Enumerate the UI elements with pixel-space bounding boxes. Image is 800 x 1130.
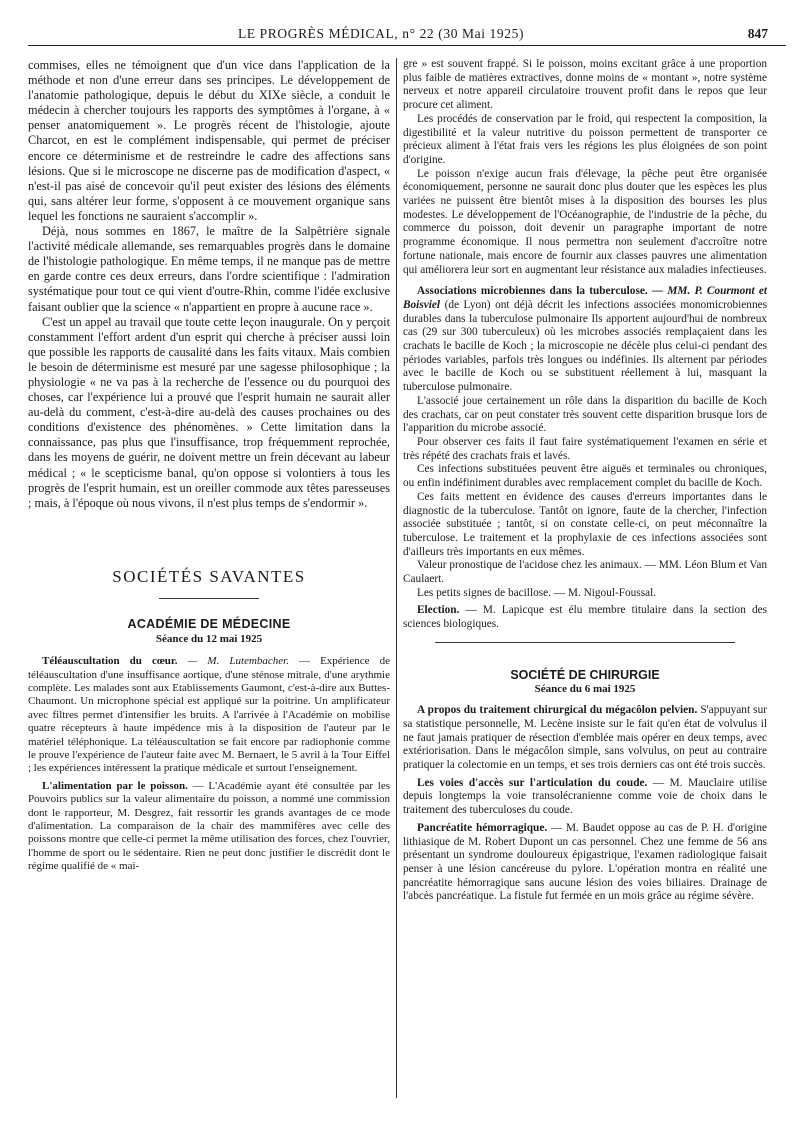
- session-date: Séance du 6 mai 1925: [534, 682, 636, 695]
- communication-item: [403, 604, 767, 631]
- society-heading: SOCIÉTÉ DE CHIRURGIE: [510, 667, 660, 682]
- right-column: [403, 58, 767, 904]
- communication-item: Valeur pronostique de l'acidose chez les animaux. — MM. Léon Blum et Van Caulaert.: [403, 559, 767, 586]
- communication-item: [403, 285, 767, 395]
- body-paragraph: Pour observer ces faits il faut faire systématiquement l'examen en série et très répété des crachats frais et lavés.: [403, 435, 767, 462]
- communication-item: [28, 655, 390, 776]
- body-paragraph: Déjà, nous sommes en 1867, le maître de la Salpêtrière signale l'activité médicale allemande, ses remarquables progrès dans le domaine de l'histologie pathologique. En même temps, il ne manque pas de mettre en garde contre ces deux erreurs, dans l'ordre scientifique : l'admiration systématique pour tout ce qui vient d'outre-Rhin, comme l'idée exclusive faisant oublier que la science « n'appartient en propre à aucune race ».: [28, 224, 390, 314]
- item-author: — MM. P. Courmont et Boisviel: [403, 285, 767, 311]
- page-number: 847: [747, 26, 768, 41]
- column-divider: [396, 58, 397, 1098]
- header-rule: [28, 45, 786, 46]
- communication-item: [403, 822, 767, 904]
- body-paragraph: L'associé joue certainement un rôle dans la disparition du bacille de Koch des crachats, car on peut constater très souvent cette disparition brusque lors de l'apparition du microbe associé.: [403, 394, 767, 435]
- communication-item: [403, 704, 767, 773]
- item-text: — M. Mauclaire utilise depuis longtemps la voie transolécranienne comme voie de choix dans le traitement des tuberculoses du coude.: [403, 776, 767, 817]
- item-title: Election.: [417, 604, 460, 617]
- body-paragraph: Ces faits mettent en évidence des causes d'erreurs importantes dans le diagnostic de la tuberculose. Tantôt on ignore, faute de la chercher, l'infection associée substituée ; tantôt, si on constate celle-ci, on peut méconnaître la tuberculose. Le traitement et la prophylaxie de ces infections associées sont d'ailleurs très importants en eux mêmes.: [403, 490, 767, 558]
- body-paragraph: Le poisson n'exige aucun frais d'élevage, la pêche peut être organisée économiquement, personne ne saurait donc plus douter que les espèces les plus variées ne puissent être bientôt mises à la disposition des bourses les plus modestes. Le développement de l'Océanographie, de l'industrie de la pêche, du commerce du poisson, doit devenir un paragraphe important de notre programme économique. Il nous permettra non seulement d'accroître notre fortune nationale, mais encore de fournir aux classes pauvres une alimentation qui améliorera leur sort en augmentant leur résistance aux maladies infectieuses.: [403, 167, 767, 276]
- item-title: Associations microbiennes dans la tuberculose.: [417, 285, 648, 298]
- item-text: (de Lyon) ont déjà décrit les infections associées monomicrobiennes durables dans la tuberculose pulmonaire Ils apportent aujourd'hui de nombreux cas (29 sur 300 tuberculeux) où les microbes associés remplaçaient dans les crachats le bacille de Koch ; la microscopie ne décèle plus celui-ci pendant des périodes variables, parfois très longues ou indéfinies. Ils alternent par périodes avec le bacille de Koch ou se substituent réellement à lui, masquant la tuberculose pulmonaire.: [403, 298, 767, 394]
- body-paragraph: C'est un appel au travail que toute cette leçon inaugurale. On y perçoit constamment l'effort ardent d'un esprit qui cherche à préciser aussi loin que possible les rapports de causalité dans les faits vitaux. Mais combien le besoin de déterminisme est mesuré par une sagesse philosophique ; la physiologie « ne va pas à la recherche de l'essence ou du pourquoi des choses, car l'expérience lui a prouvé que l'esprit humain ne saurait aller au-delà du comment, c'est-à-dire au-delà des causes prochaines ou des conditions d'existence des phénomènes. » Cette limitation dans la connaissance, pas plus que l'insuffisance, trop fréquemment reprochée, dans les moyens de guérir, ne doivent mettre un frein décevant au labeur médical ; « le scepticisme banal, qu'on oppose si volontiers à tous les progrès de l'esprit humain, est un oreiller commode aux têtes paresseuses ; mais, à l'époque où nous vivons, il n'est plus temps de s'endormir ».: [28, 314, 390, 510]
- item-text: — M. Lapicque est élu membre titulaire dans la section des sciences biologiques.: [403, 604, 767, 631]
- item-text: — M. Baudet oppose au cas de P. H. d'origine lithiasique de M. Robert Dupont un cas personnel. Chez une femme de 56 ans présentant un syndrome douloureux épigastrique, l'examen radiologique faisait penser à une lésion cancéreuse du pylore. L'opération montra en réalité une pancréatite hémorragique sans aucune lésion des voies biliaires. Drainage de l'abcès pancréatique. La fistule fut fermée en un mois grâce au régime sévère.: [403, 821, 767, 903]
- communication-item: [28, 780, 390, 874]
- section-rule: [159, 598, 259, 599]
- left-column: [28, 58, 390, 874]
- item-title: A propos du traitement chirurgical du mégacôlon pelvien.: [417, 704, 698, 717]
- journal-title: LE PROGRÈS MÉDICAL, n° 22 (30 Mai 1925): [238, 26, 525, 41]
- body-paragraph: gre » est souvent frappé. Si le poisson, moins excitant grâce à une proportion plus faible de matières extractives, donne moins de « montant », notre système nerveux et notre appareil circulatoire trouvent profit dans le repos que leur procure cet aliment.: [403, 58, 767, 112]
- body-paragraph: Les procédés de conservation par le froid, qui respectent la composition, la digestibilité et la valeur nutritive du poisson permettent de transporter ce précieux aliment à l'état frais vers les régions les plus éloignées de son point d'origine.: [403, 112, 767, 166]
- item-text: — L'Académie ayant été consultée par les Pouvoirs publics sur la valeur alimentaire du poisson, a nommé une commission dont le rapporteur, M. Desgrez, fait ressortir les grands avantages de ce mode d'alimentation. La comparaison de la chair des mammifères avec celle des poissons montre que celle-ci permet la même utilisation des forces, chez l'ouvrier, l'homme de sport ou le sédentaire. Rien ne peut donc justifier le discrédit dont le régime qualifié de « mai-: [28, 779, 391, 873]
- item-title: Les voies d'accès sur l'articulation du coude.: [417, 776, 648, 789]
- item-text: S'appuyant sur sa statistique personnelle, M. Lecène insiste sur le fait qu'en état de volvulus il ne faut jamais pratiquer de résection d'emblée mais opérer en deux temps, avec extériorisation. Dans le mégacôlon simple, sans volvulus, on peut au contraire pratiquer la colectomie en un temps, et ses trois derniers cas ont été trois succès.: [403, 704, 767, 772]
- section-title: SOCIÉTÉS SAVANTES: [112, 566, 306, 586]
- communication-item: Les petits signes de bacillose. — M. Nigoul-Foussal.: [417, 586, 657, 599]
- body-paragraph: commises, elles ne témoignent que d'un vice dans l'application de la méthode et non d'une erreur dans ses principes. Le développement de l'anatomie pathologique, depuis le début du XIXe siècle, a conduit le médecin à chercher toujours les rapports des symptômes à l'organe, à « penser anatomiquement ». Le progrès récent de l'histologie, ajoute Charcot, en est le complément indispensable, qui permet de préciser encore ce déterminisme et de restreindre le cadre des affections sans lésions. Que si le microscope ne discerne pas de modification d'aspect, « n'est-il pas aisé de concevoir qu'il peut exister des lésions des éléments qui, sans altérer leur forme, s'opposent à ce mouvement organique sans lequel les fonctions ne sauraient s'accomplir ».: [28, 58, 390, 223]
- item-title: Pancréatite hémorragique.: [417, 821, 548, 834]
- item-title: L'alimentation par le poisson.: [42, 779, 188, 792]
- communication-item: [403, 777, 767, 818]
- section-rule: [435, 642, 735, 643]
- communications-list: [28, 655, 390, 874]
- body-paragraph: Ces infections substituées peuvent être aiguës et terminales ou chroniques, ou enfin indéfiniment durables avec remplacement complet du bacille de Koch.: [403, 463, 767, 490]
- running-header: [28, 26, 786, 46]
- item-author: — M. Lutembacher.: [177, 655, 289, 668]
- item-title: Téléauscultation du cœur.: [42, 655, 178, 668]
- item-text: — Expérience de téléauscultation d'une insuffisance aortique, d'une sténose mitrale, d'une arythmie complète. Les malades sont aux Etablissements Gaumont, c'est-à-dire aux Buttes-Chaumont. Un microphone spécial est appliqué sur la poitrine. Un amplificateur avec filtres permet d'intensifier les bruits. A l'arrivée à l'Académie on mobilise quatre récepteurs à haute impédence mis à la disposition de l'auteur par le matériel téléphonique. La téléauscultation se fait encore par radiophonie comme le prouve l'expérience de l'auteur faite avec M. Bernaert, le 5 avril à la Tour Eiffel ; les expériences intéressent la pratique médicale et surtout l'enseignement.: [28, 655, 390, 775]
- session-date: Séance du 12 mai 1925: [155, 633, 263, 645]
- society-heading: ACADÉMIE DE MÉDECINE: [127, 616, 291, 631]
